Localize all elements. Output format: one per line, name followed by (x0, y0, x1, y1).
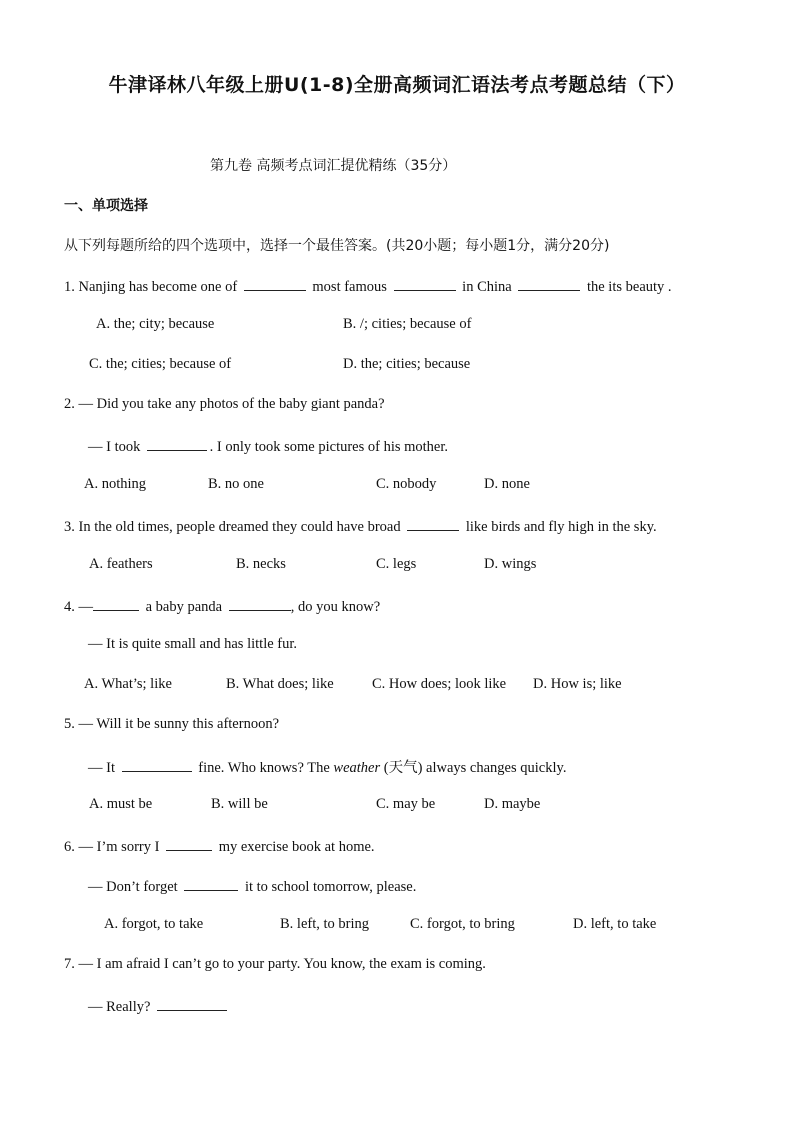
q5-prompt: 5. — Will it be sunny this afternoon? (64, 716, 280, 732)
answer-blank (147, 436, 207, 451)
q4-option-d: D. How is; like (533, 676, 622, 692)
q6-option-a: A. forgot, to take (104, 916, 204, 932)
q4-text-1: 4. — (64, 599, 93, 615)
q3-option-c: C. legs (376, 556, 417, 572)
q5-option-d: D. maybe (484, 796, 541, 812)
q5-response-text-3: (天气) always changes quickly. (383, 760, 567, 776)
q5-option-b: B. will be (211, 796, 268, 812)
q6-option-b: B. left, to bring (280, 916, 370, 932)
answer-blank (407, 516, 459, 531)
q6-text-2: my exercise book at home. (218, 839, 375, 855)
q5-option-a: A. must be (89, 796, 153, 812)
q2-response (88, 436, 448, 456)
q5-option-c: C. may be (376, 796, 436, 812)
answer-blank (518, 276, 580, 291)
answer-blank (157, 996, 227, 1011)
document-title: 牛津译林八年级上册U(1-8)全册高频词汇语法考点考题总结（下） (108, 74, 686, 96)
q2-option-d: D. none (484, 476, 530, 492)
q6-response-text-1: — Don’t forget (88, 879, 178, 895)
question-4 (64, 596, 380, 616)
q5-response (88, 756, 566, 777)
q7-response (88, 996, 230, 1016)
q2-prompt: 2. — Did you take any photos of the baby giant panda? (64, 396, 385, 412)
q5-response-italic-word: weather (333, 760, 381, 776)
question-1 (64, 276, 672, 296)
q2-response-text-1: — I took (88, 439, 141, 455)
q6-response (88, 876, 416, 896)
q2-response-text-2: . I only took some pictures of his mother. (209, 439, 449, 455)
q2-option-b: B. no one (208, 476, 264, 492)
q4-text-3: , do you know? (290, 599, 381, 615)
q2-option-c: C. nobody (376, 476, 437, 492)
q4-response: — It is quite small and has little fur. (88, 636, 298, 652)
q1-option-d: D. the; cities; because (343, 356, 471, 372)
q1-text-3: in China (462, 279, 512, 295)
answer-blank (184, 876, 238, 891)
question-6 (64, 836, 375, 856)
answer-blank (166, 836, 212, 851)
q3-text-1: 3. In the old times, people dreamed they could have broad (64, 519, 401, 535)
q7-response-text: — Really? (88, 999, 151, 1015)
q1-option-c: C. the; cities; because of (89, 356, 232, 372)
paper-subtitle: 第九卷 高频考点词汇提优精练（35分） (210, 158, 457, 174)
answer-blank (93, 596, 139, 611)
q1-text-1: 1. Nanjing has become one of (64, 279, 238, 295)
answer-blank (229, 596, 291, 611)
q3-option-b: B. necks (236, 556, 286, 572)
q6-option-c: C. forgot, to bring (410, 916, 515, 932)
q6-text-1: 6. — I’m sorry I (64, 839, 160, 855)
q1-option-a: A. the; city; because (96, 316, 215, 332)
answer-blank (122, 757, 192, 772)
section-heading: 一、单项选择 (64, 198, 148, 214)
q1-text-4: the its beauty . (586, 279, 672, 295)
q3-text-2: like birds and fly high in the sky. (465, 519, 657, 535)
q4-option-c: C. How does; look like (372, 676, 507, 692)
instructions: 从下列每题所给的四个选项中，选择一个最佳答案。(共20小题；每小题1分，满分20分) (64, 238, 610, 254)
q6-response-text-2: it to school tomorrow, please. (244, 879, 417, 895)
q4-option-a: A. What’s; like (84, 676, 172, 692)
question-3 (64, 516, 657, 536)
q7-prompt: 7. — I am afraid I can’t go to your party. You know, the exam is coming. (64, 956, 486, 972)
q1-option-b: B. /; cities; because of (343, 316, 472, 332)
q4-option-b: B. What does; like (226, 676, 334, 692)
q2-option-a: A. nothing (84, 476, 147, 492)
q6-option-d: D. left, to take (573, 916, 657, 932)
q5-response-text-2: fine. Who knows? The (198, 760, 330, 776)
q5-response-text-1: — It (88, 760, 115, 776)
q3-option-d: D. wings (484, 556, 537, 572)
answer-blank (394, 276, 456, 291)
q4-text-2: a baby panda (145, 599, 223, 615)
q1-text-2: most famous (312, 279, 387, 295)
q3-option-a: A. feathers (89, 556, 153, 572)
answer-blank (244, 276, 306, 291)
